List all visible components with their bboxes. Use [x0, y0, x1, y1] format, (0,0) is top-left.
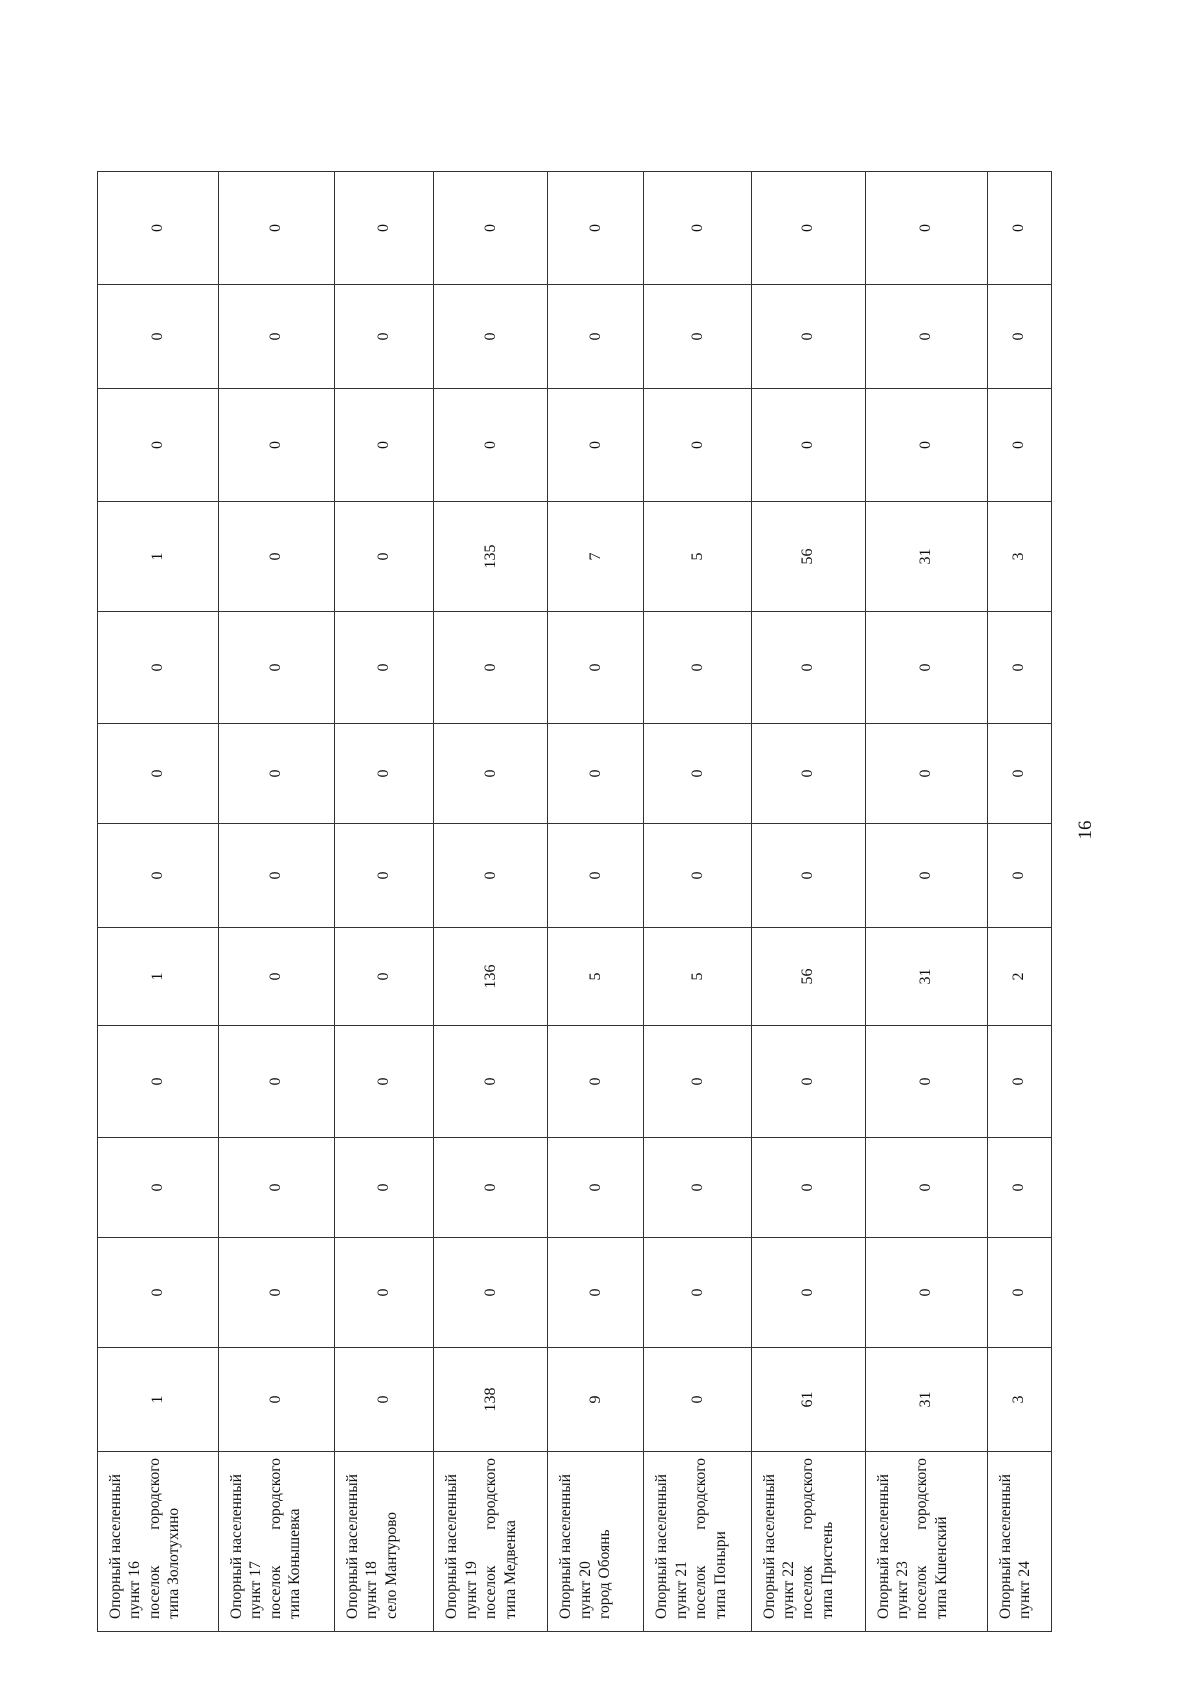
- value-cell: 0: [751, 172, 865, 285]
- value-cell: 0: [335, 1348, 434, 1452]
- value-cell: 5: [644, 928, 751, 1026]
- row-label-line: пункт 19: [462, 1561, 480, 1619]
- value-cell: 0: [751, 824, 865, 928]
- row-label-cell: [865, 1452, 987, 1632]
- value-cell: 0: [987, 1238, 1051, 1348]
- value-cell: 0: [218, 824, 334, 928]
- row-label-line: [266, 1458, 285, 1619]
- row-label-line: пункт 20: [576, 1561, 594, 1619]
- value-cell: 0: [751, 1238, 865, 1348]
- value-cell: 0: [865, 724, 987, 824]
- value-cell: 31: [865, 502, 987, 612]
- label-word: городского: [692, 1458, 710, 1530]
- value-cell: 0: [865, 612, 987, 724]
- value-cell: 61: [751, 1348, 865, 1452]
- value-cell: 0: [987, 824, 1051, 928]
- value-cell: 0: [548, 1026, 644, 1138]
- value-cell: 0: [644, 612, 751, 724]
- value-cell: 0: [218, 1026, 334, 1138]
- value-cell: 0: [751, 389, 865, 502]
- row-label-line: пункт 17: [247, 1561, 265, 1619]
- value-cell: 0: [987, 285, 1051, 389]
- value-cell: 0: [548, 612, 644, 724]
- row-label-line: Опорный населенный: [996, 1474, 1014, 1619]
- value-cell: 0: [335, 172, 434, 285]
- value-cell: 0: [98, 1238, 219, 1348]
- value-cell: 0: [644, 1138, 751, 1238]
- value-cell: 0: [434, 1238, 548, 1348]
- row-label-line: пункт 22: [780, 1561, 798, 1619]
- value-cell: 0: [751, 612, 865, 724]
- row-label-line: Опорный населенный: [874, 1474, 892, 1619]
- value-cell: 1: [98, 928, 219, 1026]
- value-cell: 0: [644, 285, 751, 389]
- table-row: [548, 172, 644, 1632]
- row-label-line: пункт 24: [1015, 1561, 1033, 1619]
- value-cell: 0: [218, 1348, 334, 1452]
- row-label-line: пункт 16: [126, 1561, 144, 1619]
- value-cell: 0: [434, 285, 548, 389]
- value-cell: 0: [434, 1026, 548, 1138]
- value-cell: 0: [644, 389, 751, 502]
- row-label-line: пункт 21: [672, 1561, 690, 1619]
- value-cell: 0: [218, 928, 334, 1026]
- value-cell: 0: [987, 389, 1051, 502]
- label-word: городского: [266, 1458, 284, 1530]
- row-label-line: типа Пристень: [818, 1521, 836, 1619]
- value-cell: 0: [434, 824, 548, 928]
- value-cell: 0: [644, 1026, 751, 1138]
- value-cell: 0: [751, 285, 865, 389]
- row-label-cell: [987, 1452, 1051, 1632]
- value-cell: 3: [987, 1348, 1051, 1452]
- row-label-line: типа Кшенский: [932, 1516, 950, 1619]
- value-cell: 0: [865, 1026, 987, 1138]
- row-label-line: Опорный населенный: [107, 1474, 124, 1619]
- value-cell: 1: [98, 1348, 219, 1452]
- value-cell: 5: [644, 502, 751, 612]
- label-word: городского: [145, 1458, 163, 1530]
- value-cell: 0: [98, 1026, 219, 1138]
- row-label-line: село Мантурово: [382, 1511, 400, 1619]
- table-row: [865, 172, 987, 1632]
- value-cell: 0: [98, 285, 219, 389]
- value-cell: 0: [335, 1026, 434, 1138]
- value-cell: 0: [751, 1138, 865, 1238]
- value-cell: 0: [548, 824, 644, 928]
- value-cell: 31: [865, 1348, 987, 1452]
- value-cell: 0: [218, 389, 334, 502]
- table-row: [987, 172, 1051, 1632]
- value-cell: 0: [644, 824, 751, 928]
- value-cell: 0: [987, 172, 1051, 285]
- value-cell: 138: [434, 1348, 548, 1452]
- row-label-line: пункт 18: [363, 1561, 381, 1619]
- table-row: [98, 172, 219, 1632]
- value-cell: 7: [548, 502, 644, 612]
- page-number: 16: [1075, 820, 1096, 840]
- value-cell: 5: [548, 928, 644, 1026]
- value-cell: 0: [434, 389, 548, 502]
- value-cell: 0: [865, 824, 987, 928]
- value-cell: 136: [434, 928, 548, 1026]
- label-word: поселок: [145, 1565, 163, 1619]
- value-cell: 0: [335, 928, 434, 1026]
- value-cell: 3: [987, 502, 1051, 612]
- value-cell: 0: [865, 389, 987, 502]
- value-cell: 0: [548, 285, 644, 389]
- value-cell: 0: [98, 724, 219, 824]
- value-cell: 0: [987, 724, 1051, 824]
- value-cell: 0: [335, 612, 434, 724]
- label-word: поселок: [913, 1565, 931, 1619]
- row-label-cell: [434, 1452, 548, 1632]
- row-label-cell: [644, 1452, 751, 1632]
- table-row: [335, 172, 434, 1632]
- table-row: [644, 172, 751, 1632]
- value-cell: 0: [987, 612, 1051, 724]
- row-label-line: Опорный населенный: [443, 1474, 461, 1619]
- label-word: городского: [799, 1458, 817, 1530]
- row-label-line: [691, 1458, 710, 1619]
- value-cell: 0: [98, 612, 219, 724]
- table-row: [434, 172, 548, 1632]
- row-label-line: Опорный населенный: [653, 1474, 671, 1619]
- row-label-line: Опорный населенный: [344, 1474, 362, 1619]
- value-cell: 0: [987, 1138, 1051, 1238]
- value-cell: 0: [644, 724, 751, 824]
- value-cell: 0: [548, 1238, 644, 1348]
- value-cell: 0: [218, 612, 334, 724]
- label-word: городского: [482, 1458, 500, 1530]
- value-cell: 0: [644, 1348, 751, 1452]
- row-label-line: [798, 1458, 817, 1619]
- value-cell: 0: [865, 285, 987, 389]
- value-cell: 0: [218, 172, 334, 285]
- value-cell: 0: [98, 1138, 219, 1238]
- row-label-cell: [98, 1452, 219, 1632]
- row-label-line: типа Медвенка: [501, 1520, 519, 1619]
- row-label-line: [481, 1458, 500, 1619]
- value-cell: 0: [335, 285, 434, 389]
- value-cell: 0: [335, 724, 434, 824]
- value-cell: 0: [644, 172, 751, 285]
- table-row: [218, 172, 334, 1632]
- row-label-line: типа Поныри: [711, 1531, 729, 1619]
- row-label-line: Опорный населенный: [227, 1474, 245, 1619]
- value-cell: 9: [548, 1348, 644, 1452]
- row-label-line: типа Золотухино: [165, 1507, 183, 1619]
- value-cell: 0: [865, 1238, 987, 1348]
- row-label-line: город Обоянь: [596, 1529, 614, 1619]
- value-cell: 31: [865, 928, 987, 1026]
- label-word: городского: [913, 1458, 931, 1530]
- row-label-line: [145, 1458, 164, 1619]
- rotated-table-container: [97, 172, 1052, 1632]
- value-cell: 0: [434, 1138, 548, 1238]
- value-cell: 0: [218, 285, 334, 389]
- value-cell: 0: [548, 172, 644, 285]
- value-cell: 56: [751, 928, 865, 1026]
- label-word: поселок: [266, 1565, 284, 1619]
- value-cell: 0: [98, 172, 219, 285]
- row-label-cell: [218, 1452, 334, 1632]
- row-label-line: Опорный населенный: [557, 1474, 575, 1619]
- value-cell: 0: [644, 1238, 751, 1348]
- value-cell: 0: [98, 389, 219, 502]
- value-cell: 0: [434, 612, 548, 724]
- value-cell: 0: [335, 1138, 434, 1238]
- row-label-cell: [548, 1452, 644, 1632]
- value-cell: 0: [987, 1026, 1051, 1138]
- value-cell: 0: [335, 824, 434, 928]
- label-word: поселок: [692, 1565, 710, 1619]
- row-label-cell: [335, 1452, 434, 1632]
- value-cell: 1: [98, 502, 219, 612]
- value-cell: 0: [218, 724, 334, 824]
- value-cell: 0: [548, 389, 644, 502]
- value-cell: 135: [434, 502, 548, 612]
- value-cell: 56: [751, 502, 865, 612]
- value-cell: 0: [218, 1138, 334, 1238]
- row-label-line: типа Конышевка: [285, 1508, 303, 1619]
- value-cell: 0: [434, 172, 548, 285]
- value-cell: 0: [751, 1026, 865, 1138]
- value-cell: 2: [987, 928, 1051, 1026]
- data-table: [97, 171, 1052, 1632]
- row-label-line: пункт 23: [894, 1561, 912, 1619]
- table-row: [751, 172, 865, 1632]
- value-cell: 0: [865, 172, 987, 285]
- value-cell: 0: [548, 724, 644, 824]
- value-cell: 0: [751, 724, 865, 824]
- value-cell: 0: [548, 1138, 644, 1238]
- row-label-cell: [751, 1452, 865, 1632]
- row-label-line: Опорный населенный: [760, 1474, 778, 1619]
- value-cell: 0: [218, 502, 334, 612]
- value-cell: 0: [218, 1238, 334, 1348]
- value-cell: 0: [335, 389, 434, 502]
- value-cell: 0: [434, 724, 548, 824]
- label-word: поселок: [482, 1565, 500, 1619]
- value-cell: 0: [865, 1138, 987, 1238]
- label-word: поселок: [799, 1565, 817, 1619]
- value-cell: 0: [98, 824, 219, 928]
- row-label-line: [912, 1458, 931, 1619]
- value-cell: 0: [335, 502, 434, 612]
- value-cell: 0: [335, 1238, 434, 1348]
